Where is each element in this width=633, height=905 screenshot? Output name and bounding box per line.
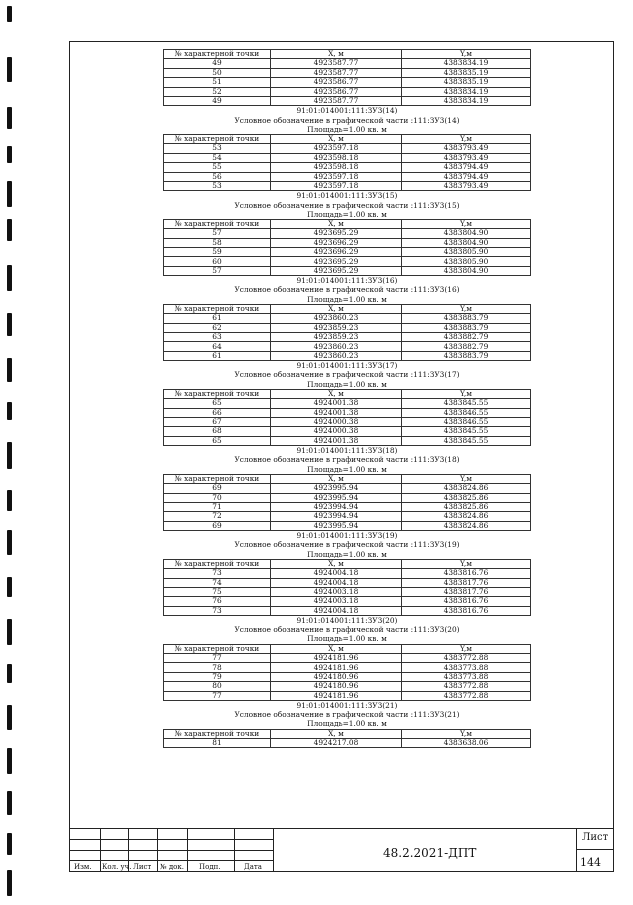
table-row xyxy=(164,59,531,68)
section-code: 91:01:014001:111:ЗУ3(18) xyxy=(296,446,398,456)
header-cell: X, м xyxy=(271,50,402,59)
header-cell: № характерной точки xyxy=(164,559,271,568)
stamp-label-date: Дата xyxy=(244,863,262,871)
point-number-cell: 57 xyxy=(164,229,271,238)
table-row xyxy=(164,663,531,672)
x-coordinate-cell: 4924180.96 xyxy=(271,682,402,691)
point-number-cell: 68 xyxy=(164,427,271,436)
point-number-cell: 81 xyxy=(164,739,271,748)
section-code: 91:01:014001:111:ЗУ3(17) xyxy=(296,361,398,371)
section-designation: Условное обозначение в графической части :111:ЗУ3(14) xyxy=(234,115,460,125)
coordinates-table xyxy=(163,644,531,701)
table-row xyxy=(164,521,531,530)
table-row xyxy=(164,163,531,172)
table-header-row xyxy=(164,304,531,313)
x-coordinate-cell: 4923860.23 xyxy=(271,342,402,351)
table-row xyxy=(164,248,531,257)
point-number-cell: 76 xyxy=(164,597,271,606)
section-designation: Условное обозначение в графической части :111:ЗУ3(20) xyxy=(234,625,460,635)
x-coordinate-cell: 4923695.29 xyxy=(271,229,402,238)
point-number-cell: 61 xyxy=(164,314,271,323)
y-coordinate-cell: 4383816.76 xyxy=(402,606,531,615)
table-row xyxy=(164,569,531,578)
table-row xyxy=(164,78,531,87)
table-row xyxy=(164,333,531,342)
table-row xyxy=(164,399,531,408)
table-row xyxy=(164,68,531,77)
x-coordinate-cell: 4923586.77 xyxy=(271,87,402,96)
x-coordinate-cell: 4923859.23 xyxy=(271,323,402,332)
y-coordinate-cell: 4383793.49 xyxy=(402,144,531,153)
x-coordinate-cell: 4924004.18 xyxy=(271,578,402,587)
header-cell: X, м xyxy=(271,389,402,398)
table-header-row xyxy=(164,389,531,398)
x-coordinate-cell: 4924001.38 xyxy=(271,436,402,445)
x-coordinate-cell: 4924181.96 xyxy=(271,654,402,663)
point-number-cell: 71 xyxy=(164,502,271,511)
x-coordinate-cell: 4923597.18 xyxy=(271,144,402,153)
point-number-cell: 60 xyxy=(164,257,271,266)
y-coordinate-cell: 4383793.49 xyxy=(402,181,531,190)
y-coordinate-cell: 4383834.19 xyxy=(402,87,531,96)
table-header-row xyxy=(164,134,531,143)
section-code: 91:01:014001:111:ЗУ3(15) xyxy=(296,191,398,201)
table-row xyxy=(164,342,531,351)
y-coordinate-cell: 4383805.90 xyxy=(402,257,531,266)
y-coordinate-cell: 4383638.06 xyxy=(402,739,531,748)
y-coordinate-cell: 4383882.79 xyxy=(402,342,531,351)
header-cell: X, м xyxy=(271,644,402,653)
section-area: Площадь=1.00 кв. м xyxy=(307,294,387,304)
point-number-cell: 73 xyxy=(164,569,271,578)
point-number-cell: 52 xyxy=(164,87,271,96)
header-cell: № характерной точки xyxy=(164,474,271,483)
table-row xyxy=(164,484,531,493)
binding-marks xyxy=(7,0,16,905)
section-area: Площадь=1.00 кв. м xyxy=(307,209,387,219)
header-cell: Y,м xyxy=(402,50,531,59)
table-row xyxy=(164,266,531,275)
x-coordinate-cell: 4923994.94 xyxy=(271,502,402,511)
table-row xyxy=(164,672,531,681)
point-number-cell: 77 xyxy=(164,691,271,700)
section-area: Площадь=1.00 кв. м xyxy=(307,634,387,644)
y-coordinate-cell: 4383883.79 xyxy=(402,351,531,360)
x-coordinate-cell: 4923587.77 xyxy=(271,96,402,105)
section-designation: Условное обозначение в графической части :111:ЗУ3(18) xyxy=(234,455,460,465)
header-cell: Y,м xyxy=(402,474,531,483)
table-row xyxy=(164,691,531,700)
stamp-label-change: Изм. xyxy=(74,863,92,871)
point-number-cell: 70 xyxy=(164,493,271,502)
y-coordinate-cell: 4383773.88 xyxy=(402,663,531,672)
coordinates-table xyxy=(163,729,531,749)
section-code: 91:01:014001:111:ЗУ3(14) xyxy=(296,106,398,116)
point-number-cell: 57 xyxy=(164,266,271,275)
section-designation: Условное обозначение в графической части :111:ЗУ3(15) xyxy=(234,200,460,210)
header-cell: X, м xyxy=(271,559,402,568)
y-coordinate-cell: 4383845.55 xyxy=(402,436,531,445)
point-number-cell: 53 xyxy=(164,181,271,190)
point-number-cell: 65 xyxy=(164,436,271,445)
x-coordinate-cell: 4923597.18 xyxy=(271,172,402,181)
y-coordinate-cell: 4383835.19 xyxy=(402,68,531,77)
stamp-label-signature: Подп. xyxy=(199,863,221,871)
table-row xyxy=(164,257,531,266)
table-row xyxy=(164,578,531,587)
point-number-cell: 74 xyxy=(164,578,271,587)
section-area: Площадь=1.00 кв. м xyxy=(307,464,387,474)
y-coordinate-cell: 4383804.90 xyxy=(402,229,531,238)
section-code: 91:01:014001:111:ЗУ3(16) xyxy=(296,276,398,286)
point-number-cell: 64 xyxy=(164,342,271,351)
table-row xyxy=(164,172,531,181)
table-row xyxy=(164,238,531,247)
y-coordinate-cell: 4383846.55 xyxy=(402,408,531,417)
x-coordinate-cell: 4924001.38 xyxy=(271,408,402,417)
header-cell: № характерной точки xyxy=(164,304,271,313)
table-row xyxy=(164,606,531,615)
table-row xyxy=(164,654,531,663)
section-code: 91:01:014001:111:ЗУ3(19) xyxy=(296,531,398,541)
point-number-cell: 61 xyxy=(164,351,271,360)
x-coordinate-cell: 4923695.29 xyxy=(271,257,402,266)
y-coordinate-cell: 4383804.90 xyxy=(402,238,531,247)
point-number-cell: 80 xyxy=(164,682,271,691)
coordinates-table xyxy=(163,219,531,276)
point-number-cell: 55 xyxy=(164,163,271,172)
header-cell: Y,м xyxy=(402,304,531,313)
x-coordinate-cell: 4924003.18 xyxy=(271,587,402,596)
point-number-cell: 50 xyxy=(164,68,271,77)
x-coordinate-cell: 4923587.77 xyxy=(271,68,402,77)
y-coordinate-cell: 4383835.19 xyxy=(402,78,531,87)
point-number-cell: 49 xyxy=(164,96,271,105)
header-cell: № характерной точки xyxy=(164,50,271,59)
y-coordinate-cell: 4383825.86 xyxy=(402,502,531,511)
x-coordinate-cell: 4923995.94 xyxy=(271,521,402,530)
stamp-label-sheet: Лист xyxy=(133,863,152,871)
y-coordinate-cell: 4383824.86 xyxy=(402,484,531,493)
point-number-cell: 58 xyxy=(164,238,271,247)
stamp-label-doc-number: № док. xyxy=(160,863,184,871)
table-header-row xyxy=(164,729,531,738)
table-row xyxy=(164,587,531,596)
x-coordinate-cell: 4924181.96 xyxy=(271,663,402,672)
point-number-cell: 63 xyxy=(164,333,271,342)
coordinates-table xyxy=(163,559,531,616)
section-code: 91:01:014001:111:ЗУ3(21) xyxy=(296,701,398,711)
y-coordinate-cell: 4383834.19 xyxy=(402,59,531,68)
header-cell: X, м xyxy=(271,474,402,483)
table-row xyxy=(164,408,531,417)
header-cell: Y,м xyxy=(402,729,531,738)
coordinates-content xyxy=(163,49,531,748)
coordinates-table xyxy=(163,134,531,191)
point-number-cell: 79 xyxy=(164,672,271,681)
y-coordinate-cell: 4383773.88 xyxy=(402,672,531,681)
table-row xyxy=(164,314,531,323)
y-coordinate-cell: 4383845.55 xyxy=(402,399,531,408)
x-coordinate-cell: 4923696.29 xyxy=(271,248,402,257)
header-cell: № характерной точки xyxy=(164,644,271,653)
x-coordinate-cell: 4924180.96 xyxy=(271,672,402,681)
y-coordinate-cell: 4383845.55 xyxy=(402,427,531,436)
point-number-cell: 59 xyxy=(164,248,271,257)
point-number-cell: 75 xyxy=(164,587,271,596)
table-row xyxy=(164,502,531,511)
table-row xyxy=(164,417,531,426)
table-row xyxy=(164,323,531,332)
header-cell: X, м xyxy=(271,134,402,143)
y-coordinate-cell: 4383804.90 xyxy=(402,266,531,275)
table-row xyxy=(164,512,531,521)
sheet-label: Лист xyxy=(582,832,609,843)
table-header-row xyxy=(164,644,531,653)
x-coordinate-cell: 4923860.23 xyxy=(271,351,402,360)
x-coordinate-cell: 4923860.23 xyxy=(271,314,402,323)
point-number-cell: 72 xyxy=(164,512,271,521)
point-number-cell: 77 xyxy=(164,654,271,663)
y-coordinate-cell: 4383772.88 xyxy=(402,654,531,663)
x-coordinate-cell: 4923995.94 xyxy=(271,493,402,502)
y-coordinate-cell: 4383883.79 xyxy=(402,323,531,332)
x-coordinate-cell: 4923598.18 xyxy=(271,163,402,172)
coordinates-table xyxy=(163,49,531,106)
point-number-cell: 69 xyxy=(164,484,271,493)
x-coordinate-cell: 4924004.18 xyxy=(271,569,402,578)
point-number-cell: 53 xyxy=(164,144,271,153)
point-number-cell: 51 xyxy=(164,78,271,87)
x-coordinate-cell: 4924001.38 xyxy=(271,399,402,408)
section-code: 91:01:014001:111:ЗУ3(20) xyxy=(296,616,398,626)
table-row xyxy=(164,153,531,162)
header-cell: X, м xyxy=(271,304,402,313)
section-area: Площадь=1.00 кв. м xyxy=(307,124,387,134)
header-cell: Y,м xyxy=(402,389,531,398)
y-coordinate-cell: 4383846.55 xyxy=(402,417,531,426)
y-coordinate-cell: 4383883.79 xyxy=(402,314,531,323)
header-cell: X, м xyxy=(271,729,402,738)
header-cell: № характерной точки xyxy=(164,729,271,738)
section-area: Площадь=1.00 кв. м xyxy=(307,549,387,559)
y-coordinate-cell: 4383816.76 xyxy=(402,597,531,606)
point-number-cell: 66 xyxy=(164,408,271,417)
x-coordinate-cell: 4923696.29 xyxy=(271,238,402,247)
header-cell: Y,м xyxy=(402,559,531,568)
x-coordinate-cell: 4923598.18 xyxy=(271,153,402,162)
x-coordinate-cell: 4924003.18 xyxy=(271,597,402,606)
point-number-cell: 62 xyxy=(164,323,271,332)
y-coordinate-cell: 4383794.49 xyxy=(402,163,531,172)
table-row xyxy=(164,96,531,105)
table-row xyxy=(164,229,531,238)
header-cell: Y,м xyxy=(402,219,531,228)
table-header-row xyxy=(164,474,531,483)
table-row xyxy=(164,351,531,360)
y-coordinate-cell: 4383772.88 xyxy=(402,691,531,700)
y-coordinate-cell: 4383772.88 xyxy=(402,682,531,691)
y-coordinate-cell: 4383816.76 xyxy=(402,569,531,578)
y-coordinate-cell: 4383817.76 xyxy=(402,587,531,596)
x-coordinate-cell: 4924004.18 xyxy=(271,606,402,615)
y-coordinate-cell: 4383824.86 xyxy=(402,521,531,530)
x-coordinate-cell: 4924217.08 xyxy=(271,739,402,748)
header-cell: № характерной точки xyxy=(164,389,271,398)
section-area: Площадь=1.00 кв. м xyxy=(307,379,387,389)
table-row xyxy=(164,493,531,502)
section-area: Площадь=1.00 кв. м xyxy=(307,719,387,729)
point-number-cell: 54 xyxy=(164,153,271,162)
y-coordinate-cell: 4383834.19 xyxy=(402,96,531,105)
sheet-number: 144 xyxy=(580,856,601,869)
point-number-cell: 56 xyxy=(164,172,271,181)
table-row xyxy=(164,87,531,96)
section-designation: Условное обозначение в графической части :111:ЗУ3(17) xyxy=(234,370,460,380)
x-coordinate-cell: 4924000.38 xyxy=(271,417,402,426)
header-cell: № характерной точки xyxy=(164,134,271,143)
y-coordinate-cell: 4383882.79 xyxy=(402,333,531,342)
section-designation: Условное обозначение в графической части :111:ЗУ3(16) xyxy=(234,285,460,295)
document-code: 48.2.2021-ДПТ xyxy=(383,846,477,860)
section-designation: Условное обозначение в графической части :111:ЗУ3(21) xyxy=(234,710,460,720)
point-number-cell: 69 xyxy=(164,521,271,530)
x-coordinate-cell: 4923587.77 xyxy=(271,59,402,68)
x-coordinate-cell: 4923994.94 xyxy=(271,512,402,521)
point-number-cell: 78 xyxy=(164,663,271,672)
x-coordinate-cell: 4924000.38 xyxy=(271,427,402,436)
header-cell: Y,м xyxy=(402,644,531,653)
coordinates-table xyxy=(163,304,531,361)
x-coordinate-cell: 4923695.29 xyxy=(271,266,402,275)
y-coordinate-cell: 4383817.76 xyxy=(402,578,531,587)
x-coordinate-cell: 4923995.94 xyxy=(271,484,402,493)
table-row xyxy=(164,739,531,748)
table-row xyxy=(164,436,531,445)
coordinates-table xyxy=(163,474,531,531)
y-coordinate-cell: 4383793.49 xyxy=(402,153,531,162)
y-coordinate-cell: 4383824.86 xyxy=(402,512,531,521)
table-row xyxy=(164,682,531,691)
point-number-cell: 67 xyxy=(164,417,271,426)
table-header-row xyxy=(164,50,531,59)
table-row xyxy=(164,181,531,190)
x-coordinate-cell: 4923859.23 xyxy=(271,333,402,342)
x-coordinate-cell: 4923597.18 xyxy=(271,181,402,190)
header-cell: № характерной точки xyxy=(164,219,271,228)
table-header-row xyxy=(164,559,531,568)
point-number-cell: 65 xyxy=(164,399,271,408)
table-row xyxy=(164,144,531,153)
coordinates-table xyxy=(163,389,531,446)
x-coordinate-cell: 4923586.77 xyxy=(271,78,402,87)
stamp-label-quantity: Кол. уч. xyxy=(102,863,132,871)
y-coordinate-cell: 4383805.90 xyxy=(402,248,531,257)
header-cell: X, м xyxy=(271,219,402,228)
point-number-cell: 73 xyxy=(164,606,271,615)
y-coordinate-cell: 4383794.49 xyxy=(402,172,531,181)
table-row xyxy=(164,427,531,436)
y-coordinate-cell: 4383825.86 xyxy=(402,493,531,502)
table-row xyxy=(164,597,531,606)
section-designation: Условное обозначение в графической части :111:ЗУ3(19) xyxy=(234,540,460,550)
x-coordinate-cell: 4924181.96 xyxy=(271,691,402,700)
point-number-cell: 49 xyxy=(164,59,271,68)
header-cell: Y,м xyxy=(402,134,531,143)
table-header-row xyxy=(164,219,531,228)
